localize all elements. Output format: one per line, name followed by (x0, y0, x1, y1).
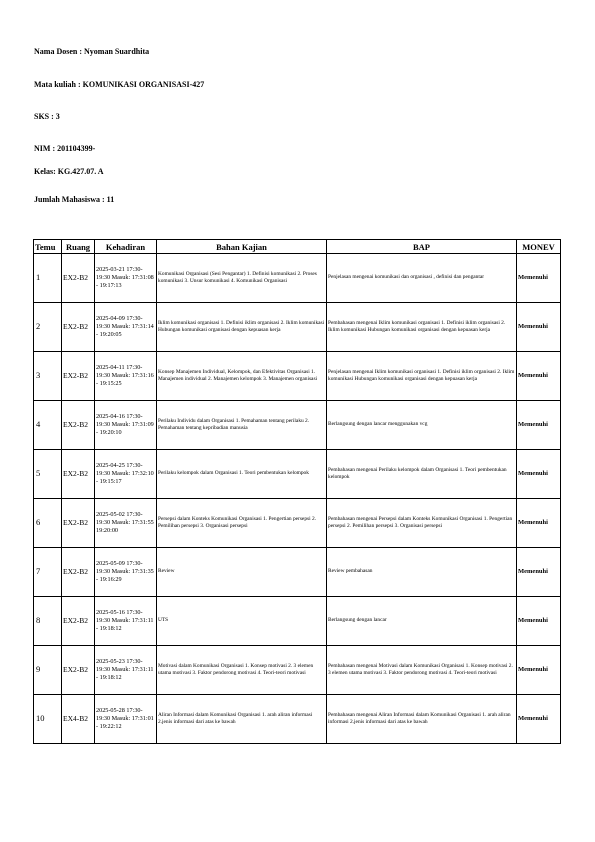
cell-ruang: EX4-B2 (62, 695, 95, 744)
cell-bap: Pembahasan mengenai Perilaku kelompok dalam Organisasi 1. Teori pembentukan kelompok (327, 450, 517, 499)
table-row (34, 401, 561, 450)
cell-monev: Memenuhi (517, 352, 561, 401)
cell-monev: Memenuhi (517, 254, 561, 303)
cell-kehadiran: 2025-05-28 17:30-19:30 Masuk: 17:31:01 - 19:22:12 (95, 695, 157, 744)
cell-temu: 3 (34, 352, 62, 401)
cell-temu: 6 (34, 499, 62, 548)
cell-bahan-kajian: Persepsi dalam Konteks Komunikasi Organisasi 1. Pengertian persepsi 2. Pemilihan persepsi 3. Organisasi persepsi (157, 499, 327, 548)
cell-temu: 10 (34, 695, 62, 744)
cell-bahan-kajian: Iklim komunikasi organisasi 1. Definisi iklim organisasi 2. Iklim komunikasi Hubungan komunikasi organisasi dengan kepuasan kerja (157, 303, 327, 352)
cell-bahan-kajian: Aliran Informasi dalam Komunikasi Organisasi 1. arah aliran informasi 2.jenis informasi dari atas ke bawah (157, 695, 327, 744)
cell-temu: 2 (34, 303, 62, 352)
table-row (34, 548, 561, 597)
nim-label: NIM : 201104399- (34, 144, 96, 153)
col-kehadiran: Kehadiran (95, 240, 157, 254)
cell-bap: Review pembahasan (327, 548, 517, 597)
cell-ruang: EX2-B2 (62, 646, 95, 695)
table-row (34, 450, 561, 499)
cell-bap: Penjelasan mengenai komunikasi dan organisasi , definisi dan pengantar (327, 254, 517, 303)
cell-ruang: EX2-B2 (62, 303, 95, 352)
table-row (34, 303, 561, 352)
table-row (34, 499, 561, 548)
cell-temu: 5 (34, 450, 62, 499)
dosen-label: Nama Dosen : Nyoman Suardhita (34, 47, 150, 56)
cell-kehadiran: 2025-05-02 17:30-19:30 Masuk: 17:31:55 19:20:00 (95, 499, 157, 548)
table-row (34, 695, 561, 744)
cell-kehadiran: 2025-04-25 17:30-19:30 Masuk: 17:32:10 - 19:15:17 (95, 450, 157, 499)
cell-bap: Penjelasan mengenai Iklim komunikasi organisasi 1. Definisi iklim organisasi 2. Iklim komunikasi Hubungan komunikasi organisasi dengan kepuasan kerja (327, 352, 517, 401)
cell-ruang: EX2-B2 (62, 401, 95, 450)
col-bahan-kajian: Bahan Kajian (157, 240, 327, 254)
cell-ruang: EX2-B2 (62, 548, 95, 597)
cell-bahan-kajian: UTS (157, 597, 327, 646)
cell-ruang: EX2-B2 (62, 254, 95, 303)
cell-bahan-kajian: Motivasi dalam Komunikasi Organisasi 1. Konsep motivasi 2. 3 elemen utama motivasi 3. Faktor pendorong motivasi 4. Teori-teori motivasi (157, 646, 327, 695)
col-ruang: Ruang (62, 240, 95, 254)
cell-temu: 9 (34, 646, 62, 695)
cell-monev: Memenuhi (517, 303, 561, 352)
table-row (34, 352, 561, 401)
table-row (34, 597, 561, 646)
cell-monev: Memenuhi (517, 401, 561, 450)
cell-kehadiran: 2025-05-23 17:30-19:30 Masuk: 17:31:11 - 19:18:12 (95, 646, 157, 695)
cell-ruang: EX2-B2 (62, 597, 95, 646)
jumlah-mahasiswa-label: Jumlah Mahasiswa : 11 (34, 195, 115, 204)
cell-temu: 1 (34, 254, 62, 303)
cell-ruang: EX2-B2 (62, 450, 95, 499)
cell-monev: Memenuhi (517, 450, 561, 499)
col-bap: BAP (327, 240, 517, 254)
matkul-label: Mata kuliah : KOMUNIKASI ORGANISASI-427 (34, 80, 205, 89)
cell-monev: Memenuhi (517, 646, 561, 695)
cell-bahan-kajian: Konsep Manajemen Individual, Kelompok, dan Efektivitas Organisasi 1. Manajemen individual 2. Manajemen kelompok 3. Manajemen organisasi (157, 352, 327, 401)
col-monev: MONEV (517, 240, 561, 254)
col-temu: Temu (34, 240, 62, 254)
cell-bahan-kajian: Komunikasi Organisasi (Sesi Pengantar) 1. Definisi komunikasi 2. Proses komunikasi 3. Unsur komunikasi 4. Komunikasi Organisasi (157, 254, 327, 303)
cell-temu: 8 (34, 597, 62, 646)
kelas-label: Kelas: KG.427.07. A (34, 167, 104, 176)
cell-bahan-kajian: Review (157, 548, 327, 597)
cell-bap: Berlangsung dengan lancar (327, 597, 517, 646)
cell-ruang: EX2-B2 (62, 499, 95, 548)
cell-bahan-kajian: Perilaku Individu dalam Organisasi 1. Pemahaman tentang perilaku 2. Pemahaman tentang kepribadian manusia (157, 401, 327, 450)
cell-bap: Pembahasan mengenai Iklim komunikasi organisasi 1. Definisi iklim organisasi 2. Iklim komunikasi Hubungan komunikasi organisasi dengan kepuasan kerja (327, 303, 517, 352)
cell-temu: 7 (34, 548, 62, 597)
cell-kehadiran: 2025-04-09 17:30-19:30 Masuk: 17:31:14 - 19:20:05 (95, 303, 157, 352)
cell-bap: Berlangsung dengan lancar menggunakan vcg (327, 401, 517, 450)
cell-kehadiran: 2025-03-21 17:30-19:30 Masuk: 17:31:08 - 19:17:13 (95, 254, 157, 303)
table-row (34, 254, 561, 303)
sks-label: SKS : 3 (34, 112, 60, 121)
cell-bahan-kajian: Perilaku kelompok dalam Organisasi 1. Teori pembentukan kelompok (157, 450, 327, 499)
cell-temu: 4 (34, 401, 62, 450)
table-header-row (34, 240, 561, 254)
attendance-table (33, 239, 561, 744)
cell-ruang: EX2-B2 (62, 352, 95, 401)
cell-monev: Memenuhi (517, 597, 561, 646)
cell-kehadiran: 2025-04-11 17:30-19:30 Masuk: 17:31:16 - 19:15:25 (95, 352, 157, 401)
table-row (34, 646, 561, 695)
cell-bap: Pembahasan mengenai Motivasi dalam Komunikasi Organisasi 1. Konsep motivasi 2. 3 elemen utama motivasi 3. Faktor pendorong motivasi 4. Teori-teori motivasi (327, 646, 517, 695)
cell-kehadiran: 2025-05-16 17:30-19:30 Masuk: 17:31:11 - 19:18:12 (95, 597, 157, 646)
cell-bap: Pembahasan mengenai Aliran Informasi dalam Komunikasi Organisasi 1. arah aliran informasi 2.jenis informasi dari atas ke bawah (327, 695, 517, 744)
cell-kehadiran: 2025-05-09 17:30-19:30 Masuk: 17:31:35 - 19:16:29 (95, 548, 157, 597)
cell-monev: Memenuhi (517, 499, 561, 548)
cell-monev: Memenuhi (517, 548, 561, 597)
cell-bap: Pembahasan mengenai Persepsi dalam Konteks Komunikasi Organisasi 1. Pengertian persepsi 2. Pemilihan persepsi 3. Organisasi persepsi (327, 499, 517, 548)
cell-kehadiran: 2025-04-16 17:30-19:30 Masuk: 17:31:09 - 19:20:10 (95, 401, 157, 450)
cell-monev: Memenuhi (517, 695, 561, 744)
